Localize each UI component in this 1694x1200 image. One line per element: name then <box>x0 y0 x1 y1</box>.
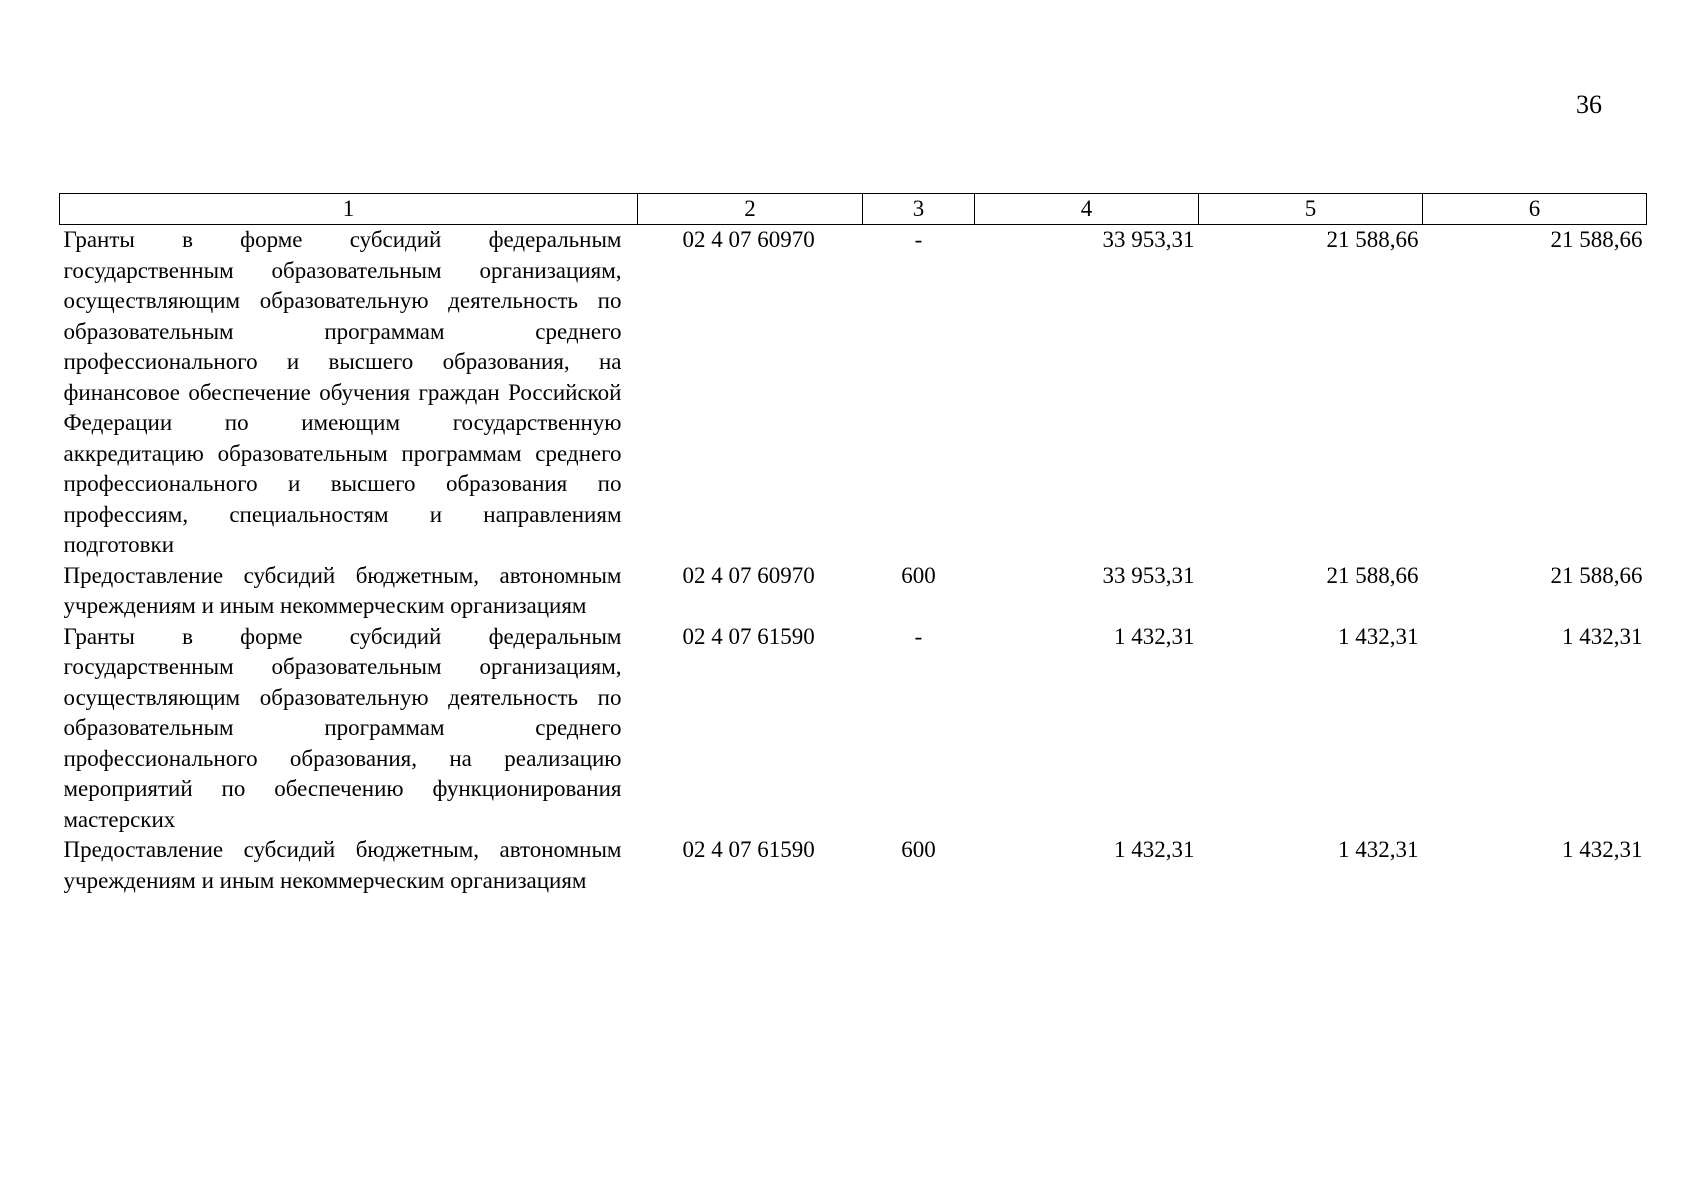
column-header-1: 1 <box>60 194 638 225</box>
row-amount-5: 1 432,31 <box>1338 837 1419 862</box>
row-amount-5: 21 588,66 <box>1326 562 1419 588</box>
column-header-2: 2 <box>638 194 863 225</box>
row-amount-4: 1 432,31 <box>1114 837 1195 862</box>
row-amount-5: 1 432,31 <box>1338 623 1419 649</box>
row-code: 02 4 07 61590 <box>682 623 815 649</box>
column-header-5: 5 <box>1199 194 1423 225</box>
row-amount-4: 33 953,31 <box>1102 562 1195 588</box>
row-name: Предоставление субсидий бюджетным, автономным учреждениям и иным некоммерческим организациям <box>63 562 622 618</box>
page-number: 36 <box>1576 90 1602 119</box>
row-expense-type: 600 <box>901 562 936 588</box>
row-expense-type: - <box>914 623 923 649</box>
column-header-6: 6 <box>1423 194 1647 225</box>
table-row <box>60 561 1647 622</box>
row-code: 02 4 07 60970 <box>682 227 815 252</box>
table-header-row <box>60 194 1647 225</box>
row-amount-5: 21 588,66 <box>1326 227 1419 252</box>
row-expense-type: - <box>914 227 923 252</box>
table-row <box>60 835 1647 896</box>
row-amount-4: 33 953,31 <box>1102 227 1195 252</box>
row-amount-4: 1 432,31 <box>1114 623 1195 649</box>
row-amount-6: 1 432,31 <box>1562 837 1643 862</box>
column-header-3: 3 <box>863 194 975 225</box>
row-name: Гранты в форме субсидий федеральным государственным образовательным организациям, осуществляющим образовательную деятельность по образовательным программам среднего профессионального образования, на реализацию мероприятий по обеспечению функционирования мастерских <box>63 623 622 832</box>
row-name: Гранты в форме субсидий федеральным государственным образовательным организациям, осуществляющим образовательную деятельность по образовательным программам среднего профессионального и высшего образования, на финансовое обеспечение обучения граждан Российской Федерации по имеющим государственную аккредитацию образовательным программам среднего профессионального и высшего образования по профессиям, специальностям и направлениям подготовки <box>63 227 622 557</box>
table-row <box>60 225 1647 561</box>
row-amount-6: 21 588,66 <box>1550 227 1643 252</box>
row-code: 02 4 07 60970 <box>682 562 815 588</box>
row-code: 02 4 07 61590 <box>682 837 815 862</box>
budget-table <box>59 193 1647 896</box>
table-row <box>60 622 1647 836</box>
row-amount-6: 21 588,66 <box>1550 562 1643 588</box>
row-expense-type: 600 <box>901 837 936 862</box>
row-name: Предоставление субсидий бюджетным, автономным учреждениям и иным некоммерческим организациям <box>63 837 622 893</box>
column-header-4: 4 <box>975 194 1199 225</box>
row-amount-6: 1 432,31 <box>1562 623 1643 649</box>
